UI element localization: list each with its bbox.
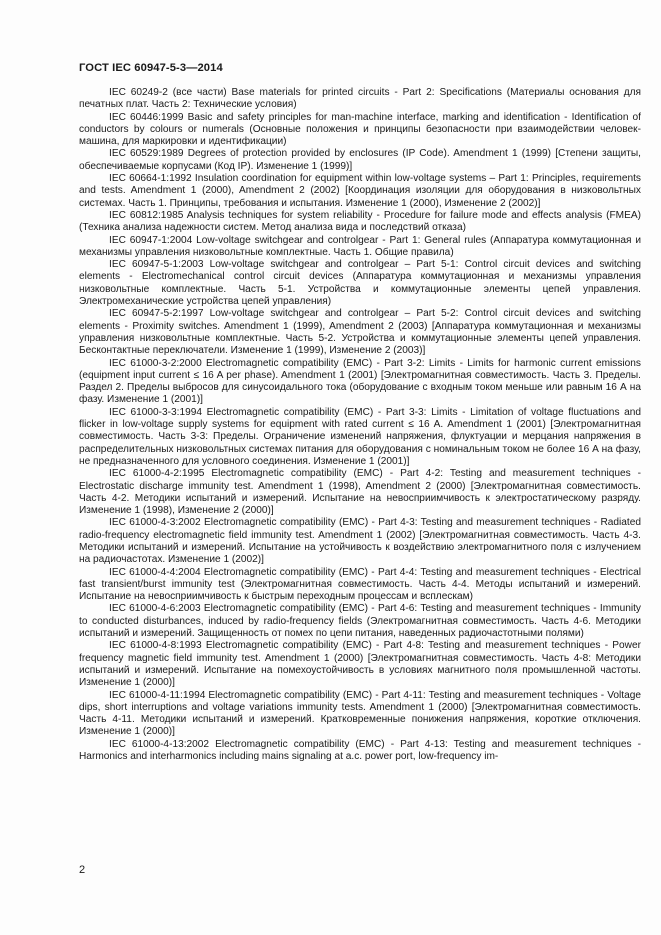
reference-iec-61000-4-2: IEC 61000-4-2:1995 Electromagnetic compatibility (EMC) - Part 4-2: Testing and measurement techniques - Electrostatic discharge immunity test. Amendment 1 (1998), Amendment 2 (2000) [Электромагнитная совместимость. Часть 4-2. Методики испытаний и измерений. Испытание на невосприимчивость к электростатическому разряду. Изменение 1 (1998), Изменение 2 (2000)] (79, 468, 641, 517)
reference-iec-61000-3-3: IEC 61000-3-3:1994 Electromagnetic compatibility (EMC) - Part 3-3: Limits - Limitation of voltage fluctuations and flicker in low-voltage supply systems for equipment with rated current ≤ 16 A. Amendment 1 (2001) [Электромагнитная совместимость. Часть 3-3: Пределы. Ограничение изменений напряжения, флуктуации и мерцания напряжения в распределительных низковольтных системах питания для оборудования с номинальным током не более 16 А на фазу, не предназначенного для условного соединения. Изменение 1 (2001)] (79, 406, 641, 467)
normative-references-list (79, 87, 641, 763)
reference-iec-61000-4-11: IEC 61000-4-11:1994 Electromagnetic compatibility (EMC) - Part 4-11: Testing and measurement techniques - Voltage dips, short interruptions and voltage variations immunity tests. Amendment 1 (2000) [Электромагнитная совместимость. Часть 4-11. Методики испытаний и измерений. Кратковременные понижения напряжения, короткие отключения. Изменение 1 (2000)] (79, 689, 641, 738)
reference-iec-60947-1: IEC 60947-1:2004 Low-voltage switchgear and controlgear - Part 1: General rules (Аппаратура коммутационная и механизмы управления низковольтные комплектные. Часть 1. Общие правила) (79, 234, 641, 258)
reference-iec-60249-2: IEC 60249-2 (все части) Base materials for printed circuits - Part 2: Specifications (Материалы основания для печатных плат. Часть 2: Технические условия) (79, 87, 641, 111)
reference-iec-61000-3-2: IEC 61000-3-2:2000 Electromagnetic compatibility (EMC) - Part 3-2: Limits - Limits for harmonic current emissions (equipment input current ≤ 16 A per phase). Amendment 1 (2001) [Электромагнитная совместимость. Часть 3. Пределы. Раздел 2. Пределы выбросов для синусоидального тока (оборудование с входным током меньше или равным 16 А на фазу. Изменение 1 (2001)] (79, 357, 641, 406)
reference-iec-61000-4-3: IEC 61000-4-3:2002 Electromagnetic compatibility (EMC) - Part 4-3: Testing and measurement techniques - Radiated radio-frequency electromagnetic field immunity test. Amendment 1 (2002) [Электромагнитная совместимость. Часть 4-3. Методики испытаний и измерений. Испытание на устойчивость к воздействию электромагнитного поля с излучением на радиочастотах. Изменение 1 (2002)] (79, 517, 641, 566)
reference-iec-60947-5-1: IEC 60947-5-1:2003 Low-voltage switchgear and controlgear – Part 5-1: Control circuit devices and switching elements - Electromechanical control circuit devices (Аппаратура коммутационная и механизмы управления низковольтные комплектные. Часть 5-1. Устройства и коммутационные элементы цепей управления. Электромеханические устройства цепей управления) (79, 259, 641, 308)
reference-iec-60947-5-2: IEC 60947-5-2:1997 Low-voltage switchgear and controlgear – Part 5-2: Control circuit devices and switching elements - Proximity switches. Amendment 1 (1999), Amendment 2 (2003) [Аппаратура коммутационная и механизмы управления низковольтные комплектные. Часть 5-2. Устройства и коммутационные элементы цепей управления. Бесконтактные переключатели. Изменение 1 (1999), Изменение 2 (2003)] (79, 308, 641, 357)
reference-iec-61000-4-4: IEC 61000-4-4:2004 Electromagnetic compatibility (EMC) - Part 4-4: Testing and measurement techniques - Electrical fast transient/burst immunity test (Электромагнитная совместимость. Часть 4-4. Методы испытаний и измерений. Испытание на невосприимчивость к быстрым переходным процессам и всплескам) (79, 566, 641, 603)
reference-iec-61000-4-6: IEC 61000-4-6:2003 Electromagnetic compatibility (EMC) - Part 4-6: Testing and measurement techniques - Immunity to conducted disturbances, induced by radio-frequency fields (Электромагнитная совместимость. Часть 4-6. Методики испытаний и измерений. Защищенность от помех по цепи питания, наведенных радиочастотными полями) (79, 603, 641, 640)
document-header-title: ГОСТ IEC 60947-5-3—2014 (79, 62, 223, 74)
reference-iec-61000-4-8: IEC 61000-4-8:1993 Electromagnetic compatibility (EMC) - Part 4-8: Testing and measurement techniques - Power frequency magnetic field immunity test. Amendment 1 (2000) [Электромагнитная совместимость. Часть 4-8: Методики испытаний и измерений. Испытание на помехоустойчивость в условиях магнитного поля промышленной частоты. Изменение 1 (2000)] (79, 640, 641, 689)
reference-iec-60446: IEC 60446:1999 Basic and safety principles for man-machine interface, marking and identification - Identification of conductors by colours or numerals (Основные положения и принципы безопасности при взаимодействии человек-машина, для маркировки и идентификации) (79, 111, 641, 148)
reference-iec-60812: IEC 60812:1985 Analysis techniques for system reliability - Procedure for failure mode and effects analysis (FMEA) (Техника анализа надежности систем. Метод анализа вида и последствий отказа) (79, 209, 641, 234)
page-number: 2 (79, 864, 86, 876)
reference-iec-61000-4-13: IEC 61000-4-13:2002 Electromagnetic compatibility (EMC) - Part 4-13: Testing and measurement techniques - Harmonics and interharmonics including mains signaling at a.c. power port, low-frequency im- (79, 738, 641, 763)
reference-iec-60664-1: IEC 60664-1:1992 Insulation coordination for equipment within low-voltage systems – Part 1: Principles, requirements and tests. Amendment 1 (2000), Amendment 2 (2002) [Координация изоляции для оборудования в низковольтных системах. Часть 1. Принципы, требования и испытания. Изменение 1 (2000), Изменение 2 (2002)] (79, 173, 641, 209)
reference-iec-60529: IEC 60529:1989 Degrees of protection provided by enclosures (IP Code). Amendment 1 (1999) [Степени защиты, обеспечиваемые корпусами (Код IP). Изменение 1 (1999)] (79, 148, 641, 172)
